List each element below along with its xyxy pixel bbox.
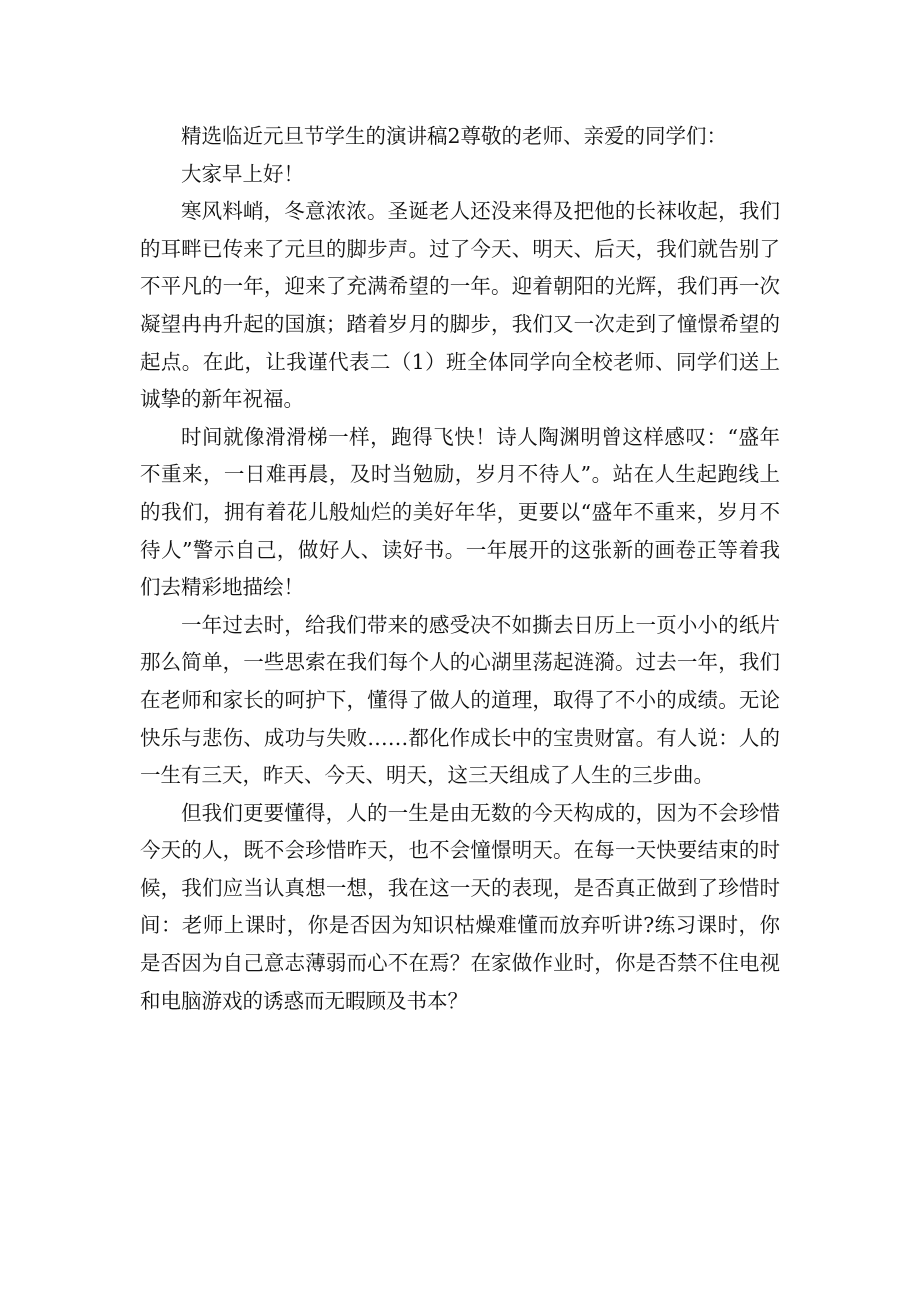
paragraph-new-year-blessing: 寒风料峭，冬意浓浓。圣诞老人还没来得及把他的长袜收起，我们的耳畔已传来了元旦的脚步声。过了今天、明天、后天，我们就告别了不平凡的一年，迎来了充满希望的一年。迎着朝阳的光辉，我们再一次凝望冉冉升起的国旗；踏着岁月的脚步，我们又一次走到了憧憬希望的起点。在此，让我谨代表二（1）班全体同学向全校老师、同学们送上诚挚的新年祝福。	[140, 199, 780, 412]
paragraph-time-flies: 时间就像滑滑梯一样，跑得飞快！诗人陶渊明曾这样感叹：“盛年不重来，一日难再晨，及时当勉励，岁月不待人”。站在人生起跑线上的我们，拥有着花儿般灿烂的美好年华，更要以“盛年不重来，岁月不待人”警示自己，做好人、读好书。一年展开的这张新的画卷正等着我们去精彩地描绘！	[140, 424, 780, 600]
document-body	[140, 118, 780, 1020]
paragraph-morning-greeting: 大家早上好！	[181, 161, 304, 186]
paragraph-cherish-today: 但我们更要懂得，人的一生是由无数的今天构成的，因为不会珍惜今天的人，既不会珍惜昨天，也不会憧憬明天。在每一天快要结束的时候，我们应当认真想一想，我在这一天的表现，是否真正做到了珍惜时间：老师上课时，你是否因为知识枯燥难懂而放弃听讲?练习课时，你是否因为自己意志薄弱而心不在焉？在家做作业时，你是否禁不住电视和电脑游戏的诱惑而无暇顾及书本？	[140, 800, 780, 1013]
paragraph-year-reflection: 一年过去时，给我们带来的感受决不如撕去日历上一页小小的纸片那么简单，一些思索在我们每个人的心湖里荡起涟漪。过去一年，我们在老师和家长的呵护下，懂得了做人的道理，取得了不小的成绩。无论快乐与悲伤、成功与失败……都化作成长中的宝贵财富。有人说：人的一生有三天，昨天、今天、明天，这三天组成了人生的三步曲。	[140, 612, 780, 788]
paragraph-title-greeting: 精选临近元旦节学生的演讲稿2尊敬的老师、亲爱的同学们：	[181, 124, 728, 148]
